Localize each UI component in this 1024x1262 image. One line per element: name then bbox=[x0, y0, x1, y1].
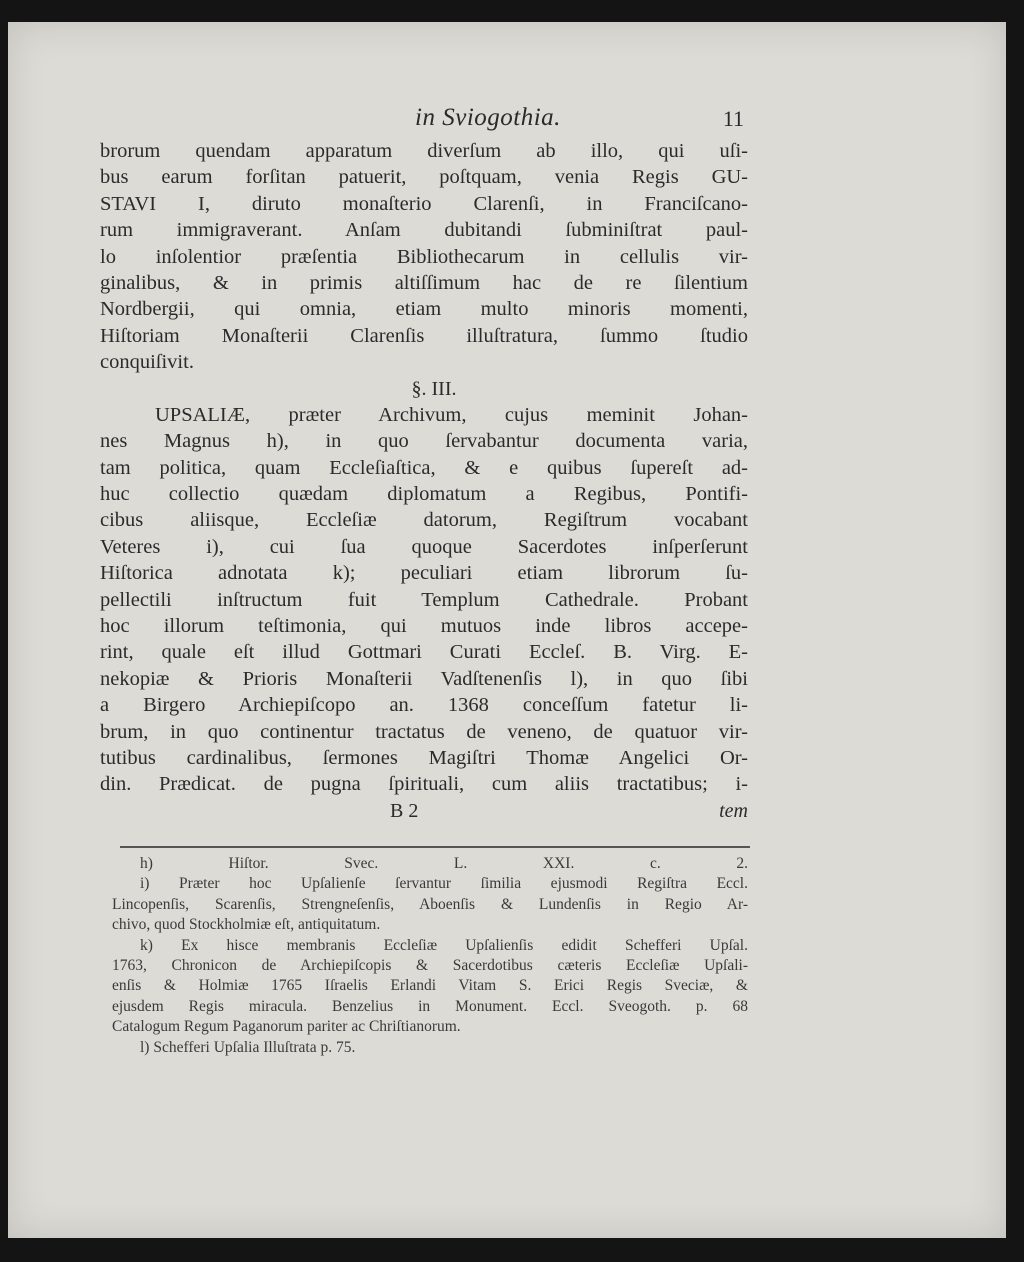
footnote-line: chivo, quod Stockholmiæ eſt, antiquitatum. bbox=[112, 916, 381, 934]
text-line: din. Prædicat. de pugna ſpirituali, cum aliis tractatibus; i- bbox=[100, 773, 748, 796]
text-line: nekopiæ & Prioris Monaſterii Vadſtenenſis l), in quo ſibi bbox=[100, 667, 748, 690]
footnote-line: 1763, Chronicon de Archiepiſcopis & Sacerdotibus cæteris Eccleſiæ Upſali- bbox=[112, 956, 748, 974]
text-line: hoc illorum teſtimonia, qui mutuos inde libros accepe- bbox=[100, 615, 748, 638]
text-line: brum, in quo continentur tractatus de veneno, de quatuor vir- bbox=[100, 720, 748, 743]
footnote-line: k) Ex hisce membranis Eccleſiæ Upſalienſis edidit Schefferi Upſal. bbox=[140, 936, 748, 954]
text-line: Hiſtoriam Monaſterii Clarenſis illuſtratura, ſummo ſtudio bbox=[100, 324, 748, 347]
footnote-line: enſis & Holmiæ 1765 Iſraelis Erlandi Vitam S. Erici Regis Sveciæ, & bbox=[112, 977, 748, 995]
text-line: nes Magnus h), in quo ſervabantur documenta varia, bbox=[100, 430, 748, 453]
text-line: Nordbergii, qui omnia, etiam multo minoris momenti, bbox=[100, 298, 748, 321]
footnote-line: Lincopenſis, Scarenſis, Strengneſenſis, Aboenſis & Lundenſis in Regio Ar- bbox=[112, 895, 748, 913]
footnote-line: Catalogum Regum Paganorum pariter ac Chriſtianorum. bbox=[112, 1018, 461, 1036]
text-line: huc collectio quædam diplomatum a Regibus, Pontifi- bbox=[100, 483, 748, 506]
section-heading: §. III. bbox=[411, 377, 457, 400]
text-line: brorum quendam apparatum diverſum ab illo, qui uſi- bbox=[100, 140, 748, 162]
text-line: Hiſtorica adnotata k); peculiari etiam librorum ſu- bbox=[100, 562, 748, 585]
text-line: rint, quale eſt illud Gottmari Curati Eccleſ. B. Virg. E- bbox=[100, 641, 748, 664]
footnote-line: i) Præter hoc Upſalienſe ſervantur ſimilia ejusmodi Regiſtra Eccl. bbox=[140, 875, 748, 893]
text-line: UPSALIÆ, præter Archivum, cujus meminit Johan- bbox=[155, 403, 748, 426]
text-line: a Birgero Archiepiſcopo an. 1368 conceſſum fatetur li- bbox=[100, 694, 748, 717]
text-line: tutibus cardinalibus, ſermones Magiſtri Thomæ Angelici Or- bbox=[100, 746, 748, 769]
text-line: cibus aliisque, Eccleſiæ datorum, Regiſtrum vocabant bbox=[100, 509, 748, 532]
text-line: Veteres i), cui ſua quoque Sacerdotes inſperſerunt bbox=[100, 535, 748, 558]
text-line: rum immigraverant. Anſam dubitandi ſubminiſtrat paul- bbox=[100, 219, 748, 242]
running-title: in Sviogothia. bbox=[415, 104, 561, 131]
text-line: STAVI I, diruto monaſterio Clarenſi, in Franciſcano- bbox=[100, 192, 748, 215]
main-text bbox=[100, 138, 748, 824]
page-number: 11 bbox=[722, 106, 744, 131]
footnote-line: h) Hiſtor. Svec. L. XXI. c. 2. bbox=[140, 855, 748, 872]
footnote-line: ejusdem Regis miracula. Benzelius in Monument. Eccl. Sveogoth. p. 68 bbox=[112, 997, 748, 1015]
text-line: conquiſivit. bbox=[100, 351, 194, 374]
catchword: tem bbox=[719, 799, 748, 822]
footnote-divider bbox=[120, 846, 750, 848]
text-line: pellectili inſtructum fuit Templum Cathedrale. Probant bbox=[100, 588, 748, 611]
text-line: tam politica, quam Eccleſiaſtica, & e quibus ſupereſt ad- bbox=[100, 456, 748, 479]
footnotes bbox=[112, 854, 748, 1058]
catchline bbox=[100, 798, 748, 824]
text-line: bus earum forſitan patuerit, poſtquam, venia Regis GU- bbox=[100, 166, 748, 189]
footnote-line: l) Schefferi Upſalia Illuſtrata p. 75. bbox=[140, 1038, 356, 1056]
text-line: ginalibus, & in primis altiſſimum hac de re ſilentium bbox=[100, 271, 748, 294]
page-header bbox=[8, 100, 1006, 140]
book-page bbox=[8, 22, 1006, 1238]
signature-mark: B 2 bbox=[390, 799, 419, 822]
text-line: lo inſolentior præſentia Bibliothecarum in cellulis vir- bbox=[100, 245, 748, 268]
